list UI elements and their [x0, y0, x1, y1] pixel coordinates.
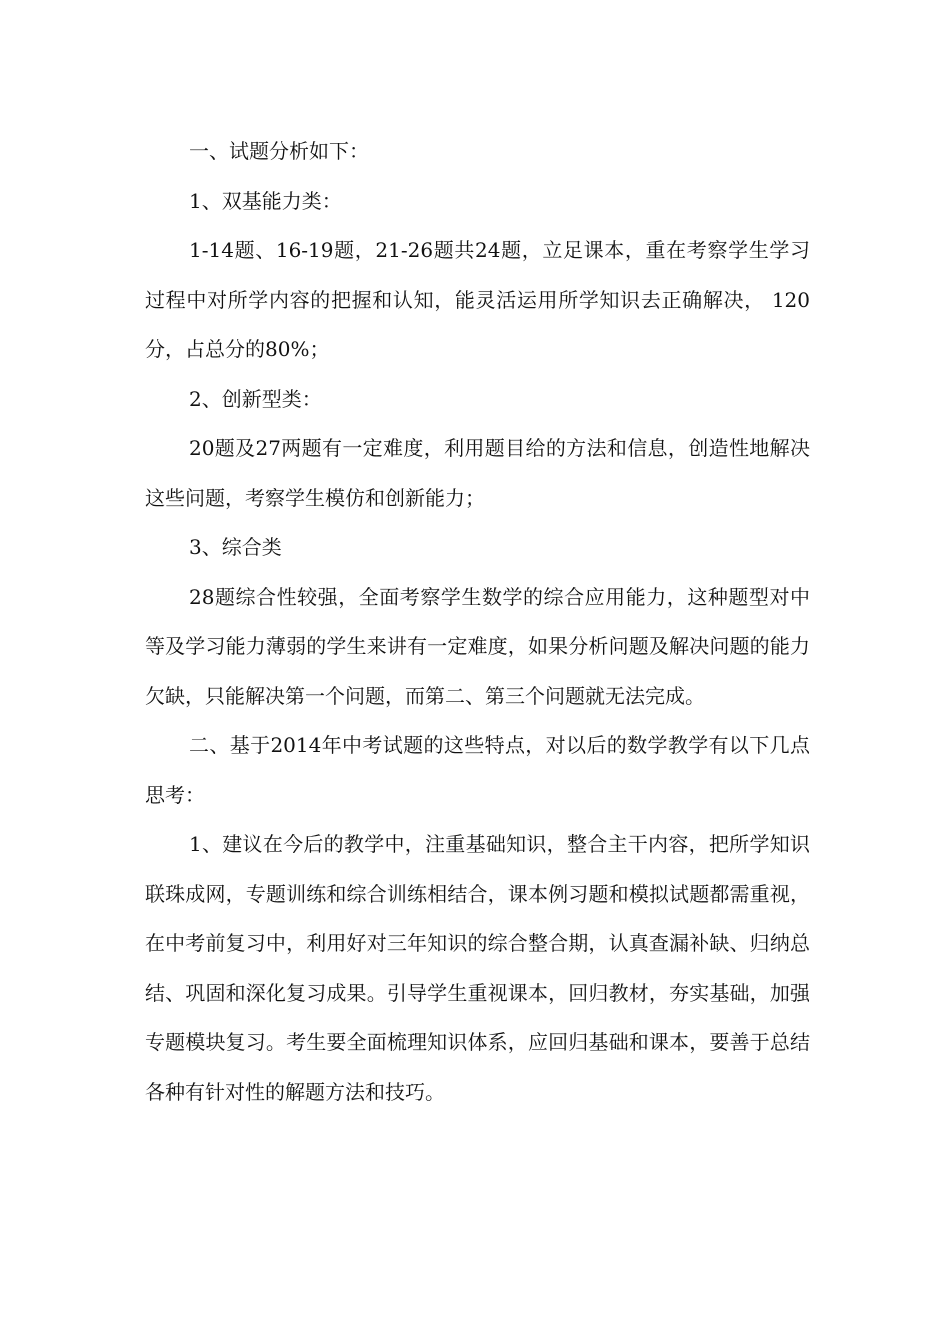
subheading-comprehensive: 3、综合类 [189, 535, 282, 559]
document-body [145, 127, 810, 1117]
paragraph-innovation: 20题及27两题有一定难度，利用题目给的方法和信息，创造性地解决这些问题，考察学生模仿和创新能力； [145, 436, 810, 510]
section-heading-analysis: 一、试题分析如下： [189, 139, 369, 163]
section-heading-reflections: 二、基于2014年中考试题的这些特点，对以后的数学教学有以下几点思考： [145, 733, 810, 807]
paragraph-suggestion-1: 1、建议在今后的教学中，注重基础知识，整合主干内容，把所学知识联珠成网，专题训练和综合训练相结合，课本例习题和模拟试题都需重视，在中考前复习中，利用好对三年知识的综合整合期，认真查漏补缺、归纳总结、巩固和深化复习成果。引导学生重视课本，回归教材，夯实基础，加强专题模块复习。考生要全面梳理知识体系，应回归基础和课本，要善于总结各种有针对性的解题方法和技巧。 [145, 832, 810, 1104]
paragraph-basic-ability: 1-14题、16-19题，21-26题共24题，立足课本，重在考察学生学习过程中对所学内容的把握和认知，能灵活运用所学知识去正确解决， 120分，占总分的80%； [145, 238, 810, 361]
subheading-innovation: 2、创新型类： [189, 386, 322, 411]
paragraph-comprehensive: 28题综合性较强，全面考察学生数学的综合应用能力，这种题型对中等及学习能力薄弱的学生来讲有一定难度，如果分析问题及解决问题的能力欠缺，只能解决第一个问题，而第二、第三个问题就无法完成。 [145, 584, 810, 708]
subheading-basic-ability: 1、双基能力类： [189, 188, 342, 213]
